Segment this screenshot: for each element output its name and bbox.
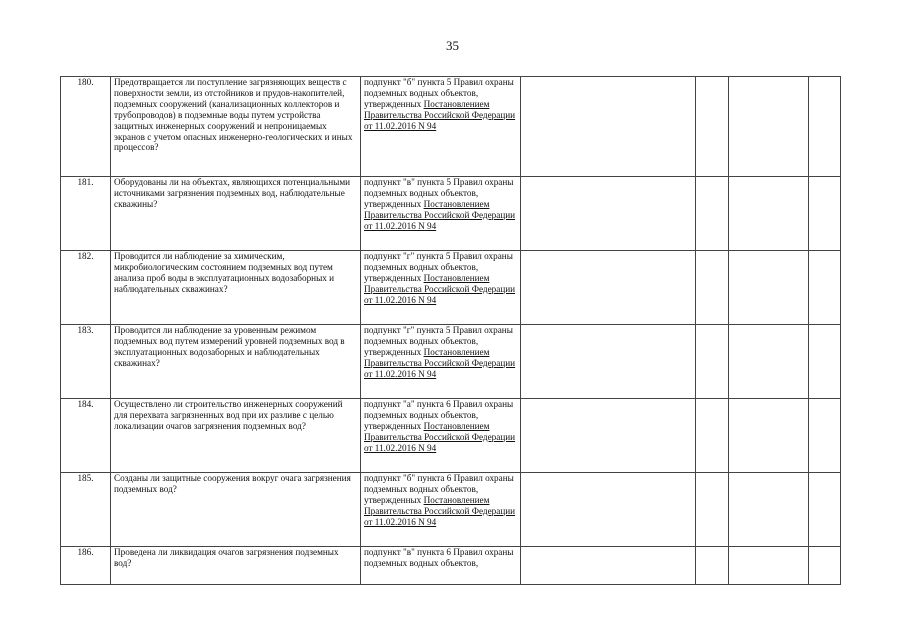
question-text: Оборудованы ли на объектах, являющихся потенциальными источниками загрязнения подземных вод, наблюдательные скважины?: [111, 177, 361, 251]
answer-cell[interactable]: [521, 251, 696, 325]
reference-text: подпункт "а" пункта 6 Правил охраны подземных водных объектов, утвержденных: [364, 399, 514, 431]
reference-link[interactable]: Постановлением Правительства Российской Федерации от 11.02.2016 N 94: [364, 98, 516, 131]
answer-cell[interactable]: [521, 547, 696, 585]
question-text: Предотвращается ли поступление загрязняющих веществ с поверхности земли, из отстойников и прудов-накопителей, подземных сооружений (канализационных коллекторов и трубопроводов) в подземные воды путем устройства защитных инженерных сооружений и непроницаемых экранов с учетом опасных инженерно-геологических и иных процессов?: [111, 77, 361, 177]
reference-text: подпункт "г" пункта 5 Правил охраны подземных водных объектов, утвержденных: [364, 325, 513, 357]
answer-cell[interactable]: [696, 325, 729, 399]
answer-cell[interactable]: [521, 473, 696, 547]
reference-link[interactable]: Постановлением Правительства Российской Федерации от 11.02.2016 N 94: [364, 420, 516, 453]
row-number: 180.: [61, 77, 111, 177]
reference-link[interactable]: Постановлением Правительства Российской Федерации от 11.02.2016 N 94: [364, 494, 516, 527]
legal-reference: [361, 77, 521, 177]
answer-cell[interactable]: [696, 177, 729, 251]
row-number: 182.: [61, 251, 111, 325]
answer-cell[interactable]: [809, 473, 841, 547]
row-number: 184.: [61, 399, 111, 473]
answer-cell[interactable]: [809, 325, 841, 399]
table-row: [61, 547, 841, 585]
reference-text: подпункт "в" пункта 5 Правил охраны подземных водных объектов, утвержденных: [364, 177, 514, 209]
answer-cell[interactable]: [521, 177, 696, 251]
answer-cell[interactable]: [809, 177, 841, 251]
row-number: 181.: [61, 177, 111, 251]
answer-cell[interactable]: [809, 547, 841, 585]
legal-reference: [361, 251, 521, 325]
answer-cell[interactable]: [729, 325, 809, 399]
answer-cell[interactable]: [809, 77, 841, 177]
answer-cell[interactable]: [809, 399, 841, 473]
legal-reference: [361, 547, 521, 585]
reference-text: подпункт "б" пункта 5 Правил охраны подземных водных объектов, утвержденных: [364, 77, 514, 109]
row-number: 185.: [61, 473, 111, 547]
legal-reference: [361, 325, 521, 399]
answer-cell[interactable]: [696, 251, 729, 325]
answer-cell[interactable]: [809, 251, 841, 325]
reference-link[interactable]: Постановлением Правительства Российской Федерации от 11.02.2016 N 94: [364, 272, 516, 305]
row-number: 186.: [61, 547, 111, 585]
page-number: 35: [446, 38, 459, 53]
table-row: [61, 325, 841, 399]
legal-reference: [361, 399, 521, 473]
answer-cell[interactable]: [521, 399, 696, 473]
reference-text: подпункт "г" пункта 5 Правил охраны подземных водных объектов, утвержденных: [364, 251, 513, 283]
answer-cell[interactable]: [521, 325, 696, 399]
table-row: [61, 251, 841, 325]
legal-reference: [361, 473, 521, 547]
answer-cell[interactable]: [729, 473, 809, 547]
reference-text: подпункт "в" пункта 6 Правил охраны подземных водных объектов,: [364, 547, 514, 568]
question-text: Созданы ли защитные сооружения вокруг очага загрязнения подземных вод?: [111, 473, 361, 547]
answer-cell[interactable]: [729, 177, 809, 251]
checklist-table: [60, 76, 841, 585]
table-row: [61, 77, 841, 177]
question-text: Проведена ли ликвидация очагов загрязнения подземных вод?: [111, 547, 361, 585]
answer-cell[interactable]: [729, 547, 809, 585]
answer-cell[interactable]: [696, 547, 729, 585]
table-row: [61, 399, 841, 473]
question-text: Проводится ли наблюдение за уровенным режимом подземных вод путем измерений уровней подземных вод в эксплуатационных водозаборных и наблюдательных скважинах?: [111, 325, 361, 399]
answer-cell[interactable]: [696, 77, 729, 177]
reference-link[interactable]: Постановлением Правительства Российской Федерации от 11.02.2016 N 94: [364, 346, 516, 379]
answer-cell[interactable]: [696, 473, 729, 547]
answer-cell[interactable]: [696, 399, 729, 473]
table-row: [61, 473, 841, 547]
row-number: 183.: [61, 325, 111, 399]
answer-cell[interactable]: [521, 77, 696, 177]
answer-cell[interactable]: [729, 399, 809, 473]
table-row: [61, 177, 841, 251]
question-text: Осуществлено ли строительство инженерных сооружений для перехвата загрязненных вод при их разливе с целью локализации очагов загрязнения подземных вод?: [111, 399, 361, 473]
reference-link[interactable]: Постановлением Правительства Российской Федерации от 11.02.2016 N 94: [364, 198, 516, 231]
answer-cell[interactable]: [729, 251, 809, 325]
question-text: Проводится ли наблюдение за химическим, микробиологическим состоянием подземных вод путем анализа проб воды в эксплуатационных водозаборных и наблюдательных скважинах?: [111, 251, 361, 325]
reference-text: подпункт "б" пункта 6 Правил охраны подземных водных объектов, утвержденных: [364, 473, 514, 505]
answer-cell[interactable]: [729, 77, 809, 177]
legal-reference: [361, 177, 521, 251]
